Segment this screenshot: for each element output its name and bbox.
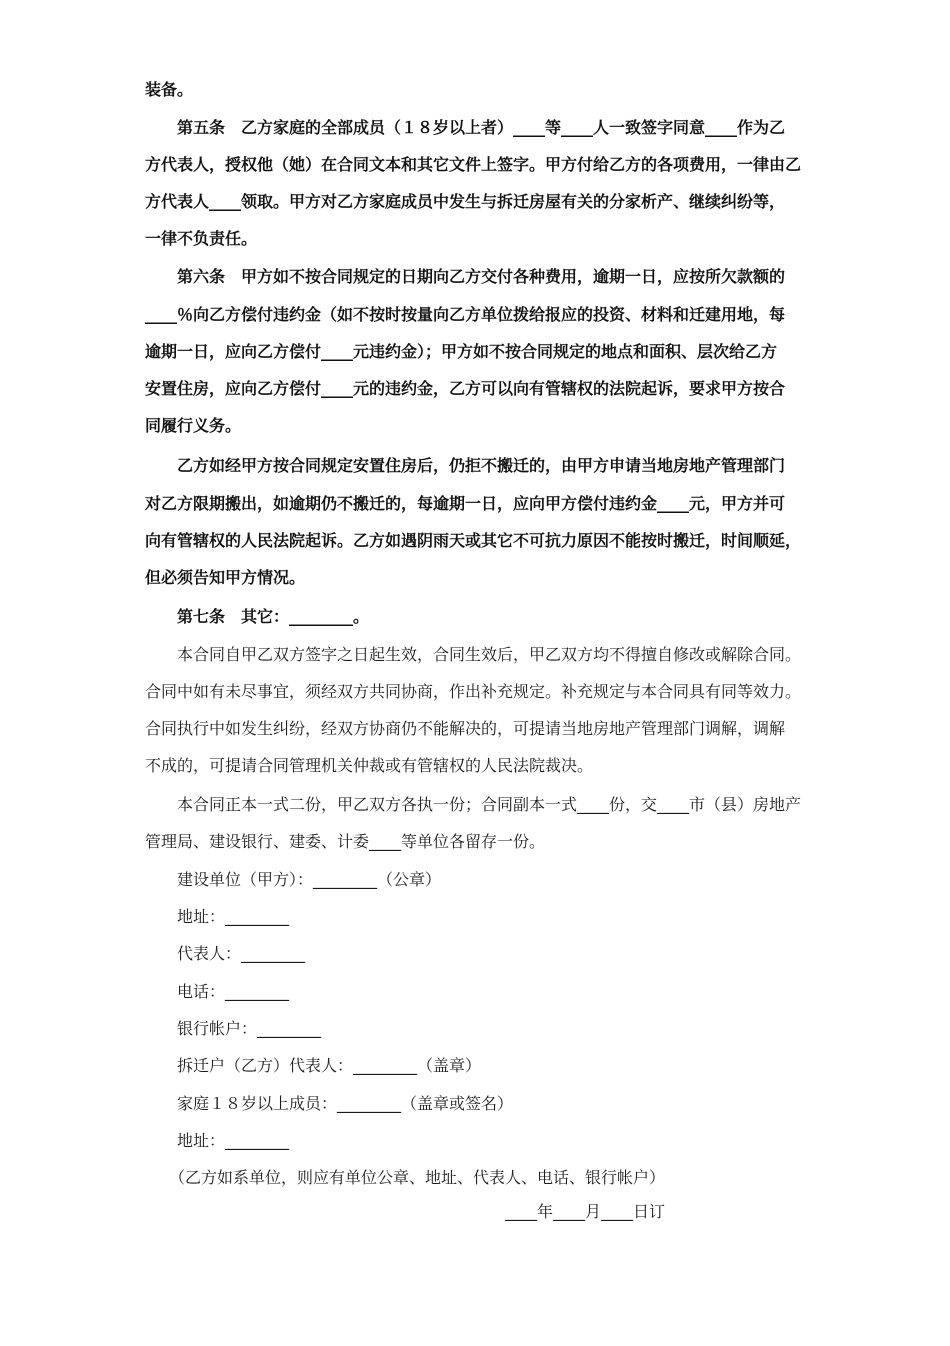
article-5-line: 方代表人，授权他（她）在合同文本和其它文件上签字。甲方付给乙方的各项费用，一律由乙 bbox=[145, 155, 802, 174]
article-6-line: 同履行义务。 bbox=[145, 416, 242, 435]
party-a-bank-account: 银行帐户：________ bbox=[145, 1019, 322, 1038]
article-6-line: 逾期一日，应向乙方偿付____元违约金）；甲方如不按合同规定的地点和面积、层次给乙方 bbox=[145, 342, 778, 361]
penalty-line: 对乙方限期搬出，如逾期仍不搬迁的，每逾期一日，应向甲方偿付违约金____元，甲方并可 bbox=[145, 494, 786, 513]
effect-line: 合同执行中如发生纠纷，经双方协商仍不能解决的，可提请当地房地产管理部门调解，调解 bbox=[145, 719, 786, 738]
effect-line: 本合同自甲乙双方签字之日起生效，合同生效后，甲乙双方均不得擅自修改或解除合同。 bbox=[145, 645, 802, 664]
article-5-line: 一律不负责任。 bbox=[145, 229, 258, 248]
penalty-line: 向有管辖权的人民法院起诉。乙方如遇阴雨天或其它不可抗力原因不能按时搬迁，时间顺延， bbox=[145, 531, 802, 550]
party-a-phone: 电话：________ bbox=[145, 982, 290, 1001]
party-b-representative: 拆迁户（乙方）代表人：________（盖章） bbox=[145, 1056, 482, 1075]
party-a-representative: 代表人：________ bbox=[145, 944, 306, 963]
party-b-family-members: 家庭１８岁以上成员：________（盖章或签名） bbox=[145, 1094, 514, 1113]
article-5-line: 方代表人____领取。甲方对乙方家庭成员中发生与拆迁房屋有关的分家析产、继续纠纷等， bbox=[145, 192, 786, 211]
article-6-line: ____％向乙方偿付违约金（如不按时按量向乙方单位拨给报应的投资、材料和迁建用地，每 bbox=[145, 305, 786, 324]
effect-line: 不成的，可提请合同管理机关仲裁或有管辖权的人民法院裁决。 bbox=[145, 756, 594, 775]
party-b-address: 地址：________ bbox=[145, 1131, 290, 1150]
article-7-line: 第七条 其它：________。 bbox=[145, 607, 370, 626]
article-5-line: 第五条 乙方家庭的全部成员（１８岁以上者）____等____人一致签字同意____作为乙 bbox=[145, 118, 786, 137]
article-6-line: 安置住房，应向乙方偿付____元的违约金，乙方可以向有管辖权的法院起诉，要求甲方按合 bbox=[145, 379, 786, 398]
text-line: 装备。 bbox=[145, 80, 194, 99]
party-a-address: 地址：________ bbox=[145, 907, 290, 926]
article-6-line: 第六条 甲方如不按合同规定的日期向乙方交付各种费用，逾期一日，应按所欠款额的 bbox=[145, 267, 786, 286]
effect-line: 合同中如有未尽事宜，须经双方共同协商，作出补充规定。补充规定与本合同具有同等效力。 bbox=[145, 682, 802, 701]
copies-line: 本合同正本一式二份，甲乙双方各执一份；合同副本一式____份，交____市（县）房地产 bbox=[145, 795, 802, 814]
copies-line: 管理局、建设银行、建委、计委____等单位各留存一份。 bbox=[145, 832, 546, 851]
party-a-label: 建设单位（甲方）：________（公章） bbox=[145, 870, 442, 889]
penalty-line: 但必须告知甲方情况。 bbox=[145, 568, 306, 587]
penalty-line: 乙方如经甲方按合同规定安置住房后，仍拒不搬迁的，由甲方申请当地房地产管理部门 bbox=[145, 456, 786, 475]
party-b-note: （乙方如系单位，则应有单位公章、地址、代表人、电话、银行帐户） bbox=[145, 1168, 666, 1187]
signing-date: ____年____月____日订 bbox=[505, 1202, 666, 1221]
